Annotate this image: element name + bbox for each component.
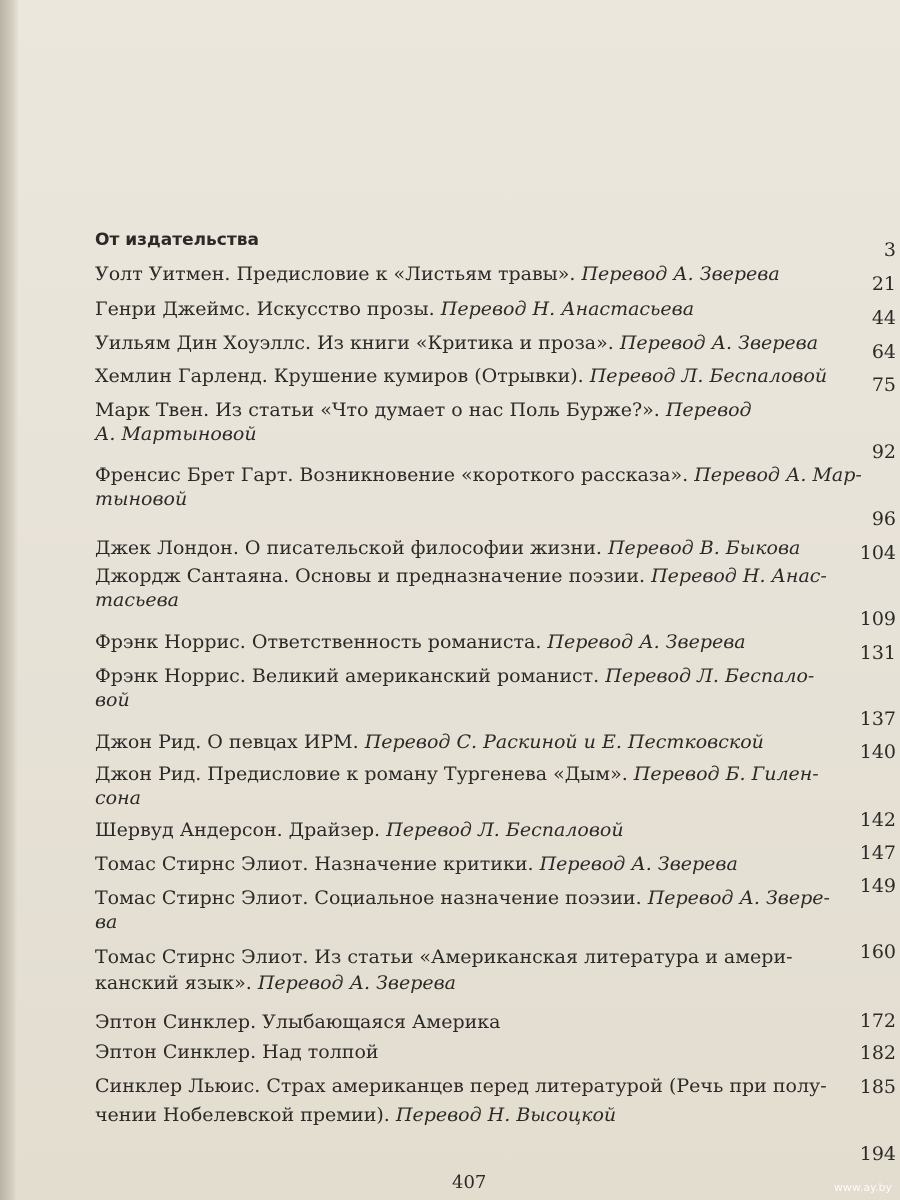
toc-entry-continuation: тасьева [95,589,179,611]
toc-entry: Джон Рид. О певцах ИРМ. Перевод С. Раскиной и Е. Пестковской [95,731,764,753]
toc-heading: От издательства [95,230,259,250]
toc-entry-continuation: сона [95,787,141,809]
toc-entry: Томас Стирнс Элиот. Социальное назначение поэзии. Перевод А. Звере- [95,887,830,909]
toc-entry-continuation: канский язык». Перевод А. Зверева [95,972,457,994]
toc-entry: Томас Стирнс Элиот. Назначение критики. Перевод А. Зверева [95,853,738,875]
toc-entry: Фрэнк Норрис. Ответственность романиста. Перевод А. Зверева [95,631,746,653]
toc-page-number: 21 [871,273,896,295]
toc-entry: Джордж Сантаяна. Основы и предназначение поэзии. Перевод Н. Анас- [95,565,827,587]
toc-page-number: 137 [859,708,896,730]
toc-entry-continuation: ва [95,911,118,933]
toc-entry: Марк Твен. Из статьи «Что думает о нас Поль Бурже?». Перевод [95,399,752,421]
toc-entry-continuation: тыновой [95,488,188,510]
toc-page-number: 44 [871,307,896,329]
toc-page-number: 140 [859,741,896,763]
toc-entry: Джек Лондон. О писательской философии жизни. Перевод В. Быкова [95,537,801,559]
toc-page-number: 96 [871,508,896,530]
toc-entry: Хемлин Гарленд. Крушение кумиров (Отрывки). Перевод Л. Беспаловой [95,365,828,387]
toc-page-number: 172 [859,1010,896,1032]
toc-page-number: 92 [871,441,896,463]
toc-entry-continuation: вой [95,689,130,711]
toc-page-number: 160 [859,941,896,963]
book-page [18,0,900,1200]
toc-page-number: 185 [859,1076,896,1098]
page-folio-number: 407 [452,1172,487,1193]
toc-page-number: 104 [859,542,896,564]
toc-entry: Фрэнк Норрис. Великий американский романист. Перевод Л. Беспало- [95,665,815,687]
toc-entry: Джон Рид. Предисловие к роману Тургенева «Дым». Перевод Б. Гилен- [95,763,819,785]
toc-page-number: 109 [859,608,896,630]
toc-entry: Синклер Льюис. Страх американцев перед литературой (Речь при полу- [95,1075,827,1097]
toc-page-number: 75 [871,374,896,396]
toc-page-number: 149 [859,875,896,897]
toc-page-number: 182 [859,1042,896,1064]
toc-entry-continuation: А. Мартыновой [95,423,257,445]
toc-entry: Шервуд Андерсон. Драйзер. Перевод Л. Беспаловой [95,819,624,841]
toc-entry: Эптон Синклер. Над толпой [95,1041,379,1063]
watermark-text: www.ay.by [833,1181,892,1194]
toc-page-number: 194 [859,1143,896,1165]
toc-entry-continuation: чении Нобелевской премии). Перевод Н. Высоцкой [95,1104,617,1126]
toc-page-number: 147 [859,842,896,864]
toc-entry: Томас Стирнс Элиот. Из статьи «Американская литература и амери- [95,946,793,968]
toc-entry: Уильям Дин Хоуэллс. Из книги «Критика и проза». Перевод А. Зверева [95,332,819,354]
toc-page-number: 131 [859,642,896,664]
toc-entry: Эптон Синклер. Улыбающаяся Америка [95,1011,501,1033]
toc-entry: Уолт Уитмен. Предисловие к «Листьям травы». Перевод А. Зверева [95,263,780,285]
toc-page-number: 64 [871,341,896,363]
toc-entry: Генри Джеймс. Искусство прозы. Перевод Н. Анастасьева [95,298,695,320]
toc-entry: Френсис Брет Гарт. Возникновение «короткого рассказа». Перевод А. Мар- [95,464,862,486]
toc-page-number: 3 [883,239,896,261]
book-spine-shadow [0,0,18,1200]
toc-page-number: 142 [859,809,896,831]
